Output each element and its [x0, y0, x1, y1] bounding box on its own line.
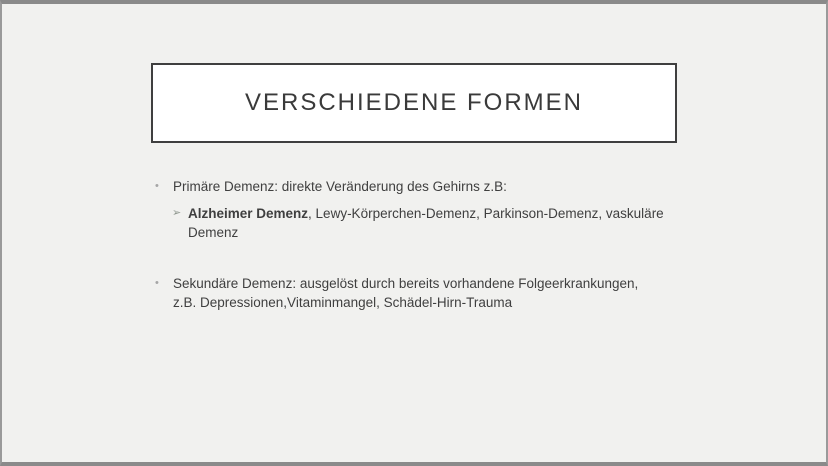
slide-body	[155, 177, 700, 312]
sub-bullet-line1	[188, 204, 700, 223]
bullet-dot-icon: •	[155, 180, 159, 192]
sub-bullet-rest-text: , Lewy-Körperchen-Demenz, Parkinson-Demenz, vaskuläre	[308, 206, 664, 221]
arrow-bullet-icon: ➢	[172, 207, 182, 219]
bullet-item-primary-dementia	[155, 177, 700, 196]
bullet-item-secondary-dementia	[155, 274, 700, 312]
bullet-dot-icon: •	[155, 277, 159, 289]
sub-bullet-line2: Demenz	[188, 225, 239, 240]
bullet-text: Primäre Demenz: direkte Veränderung des Gehirns z.B:	[173, 179, 507, 194]
slide-title: VERSCHIEDENE FORMEN	[244, 89, 584, 116]
bullet-text	[173, 274, 700, 312]
sub-bullet-bold-text: Alzheimer Demenz	[188, 206, 309, 221]
sub-bullet-text	[188, 204, 700, 242]
sub-bullet-item-dementia-types	[172, 204, 700, 242]
bullet-line2: z.B. Depressionen,Vitaminmangel, Schädel-Hirn-Trauma	[173, 295, 513, 310]
bullet-line1: Sekundäre Demenz: ausgelöst durch bereits vorhandene Folgeerkrankungen,	[173, 276, 639, 291]
title-box	[151, 63, 677, 143]
